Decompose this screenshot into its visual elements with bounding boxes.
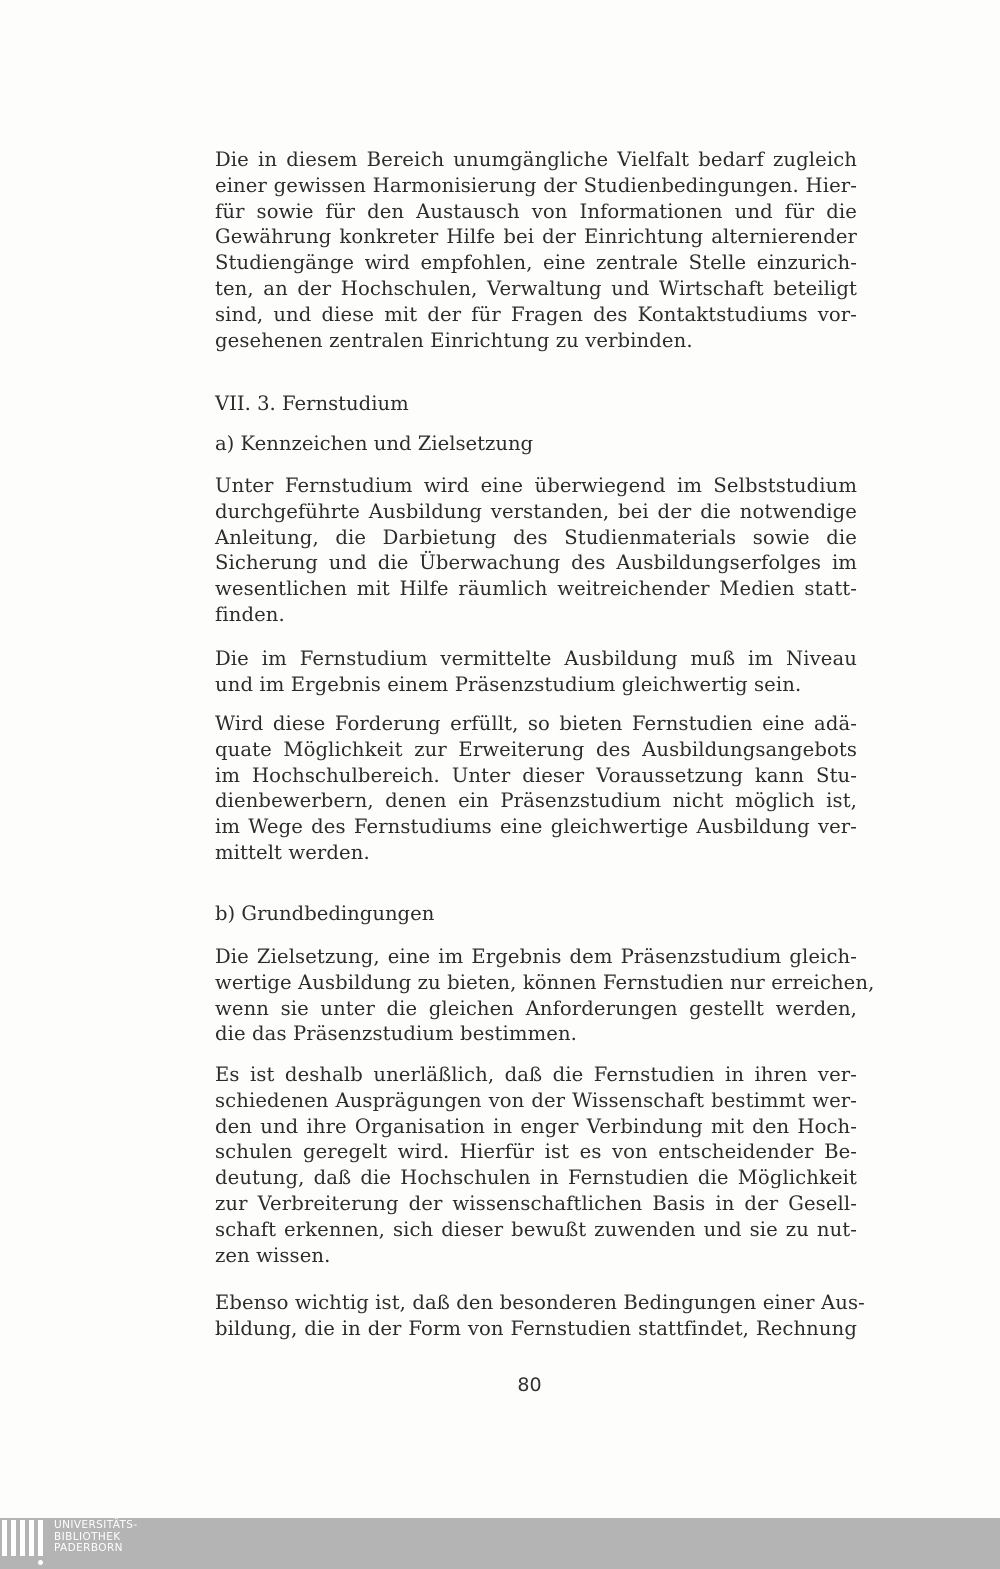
logo-line: UNIVERSITÄTS- [54,1519,138,1531]
text-line: wesentlichen mit Hilfe räumlich weitreichender Medien statt- [215,577,857,601]
text-line: quate Möglichkeit zur Erweiterung des Ausbildungsangebots [215,737,857,761]
text-line: ten, an der Hochschulen, Verwaltung und Wirtschaft beteiligt [215,276,857,300]
paragraph-4 [215,711,857,866]
text-line: zur Verbreiterung der wissenschaftlichen Basis in der Gesell- [215,1191,857,1215]
text-line: einer gewissen Harmonisierung der Studienbedingungen. Hier- [215,173,857,197]
text-line: Unter Fernstudium wird eine überwiegend im Selbststudium [215,474,857,497]
logo-line: PADERBORN [54,1542,123,1554]
text-line: die das Präsenzstudium bestimmen. [215,1022,577,1046]
paragraph-5 [215,944,875,1047]
text-line: sind, und diese mit der für Fragen des Kontaktstudiums vor- [215,302,857,326]
text-line: Studiengänge wird empfohlen, eine zentrale Stelle einzurich- [215,251,857,275]
text-line: zen wissen. [215,1243,331,1267]
logo-line: BIBLIOTHEK [54,1530,121,1543]
library-footer-bar [0,1518,1000,1569]
text-line: finden. [215,602,285,626]
paragraph-6 [215,1062,857,1268]
subsection-heading-b: b) Grundbedingungen [215,902,435,925]
text-line: Anleitung, die Darbietung des Studienmaterials sowie die [215,525,857,549]
text-line: durchgeführte Ausbildung verstanden, bei der die notwendige [215,499,857,523]
text-line: schiedenen Ausprägungen von der Wissenschaft bestimmt wer- [215,1088,857,1112]
text-line: bildung, die in der Form von Fernstudien stattfindet, Rechnung [215,1316,857,1340]
text-line: im Wege des Fernstudiums eine gleichwertige Ausbildung ver- [215,815,857,839]
text-line: wenn sie unter die gleichen Anforderungen gestellt werden, [215,996,857,1020]
text-line: Wird diese Forderung erfüllt, so bieten Fernstudien eine adä- [215,712,857,735]
text-line: Die in diesem Bereich unumgängliche Vielfalt bedarf zugleich [215,148,857,171]
paragraph-3 [215,646,857,698]
text-line: deutung, daß die Hochschulen in Fernstudien die Möglichkeit [215,1166,857,1190]
paragraph-7 [215,1290,865,1342]
text-line: Gewährung konkreter Hilfe bei der Einrichtung alternierender [215,225,857,249]
paragraph-2 [215,473,857,628]
section-heading: VII. 3. Fernstudium [215,392,409,415]
text-line: im Hochschulbereich. Unter dieser Voraussetzung kann Stu- [215,763,857,787]
text-line: wertige Ausbildung zu bieten, können Fernstudien nur erreichen, [215,970,875,994]
text-line: mittelt werden. [215,840,370,864]
text-line: und im Ergebnis einem Präsenzstudium gleichwertig sein. [215,672,802,696]
text-line: für sowie für den Austausch von Informationen und für die [215,199,857,223]
logo-text [54,1520,138,1555]
paragraph-1 [215,147,857,353]
text-line: Die im Fernstudium vermittelte Ausbildung muß im Niveau [215,647,857,670]
library-logo [0,1518,138,1569]
text-line: Die Zielsetzung, eine im Ergebnis dem Präsenzstudium gleich- [215,945,857,968]
text-line: den und ihre Organisation in enger Verbindung mit den Hoch- [215,1114,857,1138]
text-line: Ebenso wichtig ist, daß den besonderen Bedingungen einer Aus- [215,1291,865,1314]
text-line: Es ist deshalb unerläßlich, daß die Fernstudien in ihren ver- [215,1063,857,1086]
text-line: schulen geregelt wird. Hierfür ist es von entscheidender Be- [215,1140,857,1164]
text-line: schaft erkennen, sich dieser bewußt zuwenden und sie zu nut- [215,1217,857,1241]
text-line: Sicherung und die Überwachung des Ausbildungserfolges im [215,551,857,575]
subsection-heading-a: a) Kennzeichen und Zielsetzung [215,432,534,455]
text-line: dienbewerbern, denen ein Präsenzstudium nicht möglich ist, [215,789,857,813]
text-line: gesehenen zentralen Einrichtung zu verbinden. [215,328,693,352]
logo-bars-icon [0,1518,62,1569]
page-number: 80 [517,1374,542,1396]
